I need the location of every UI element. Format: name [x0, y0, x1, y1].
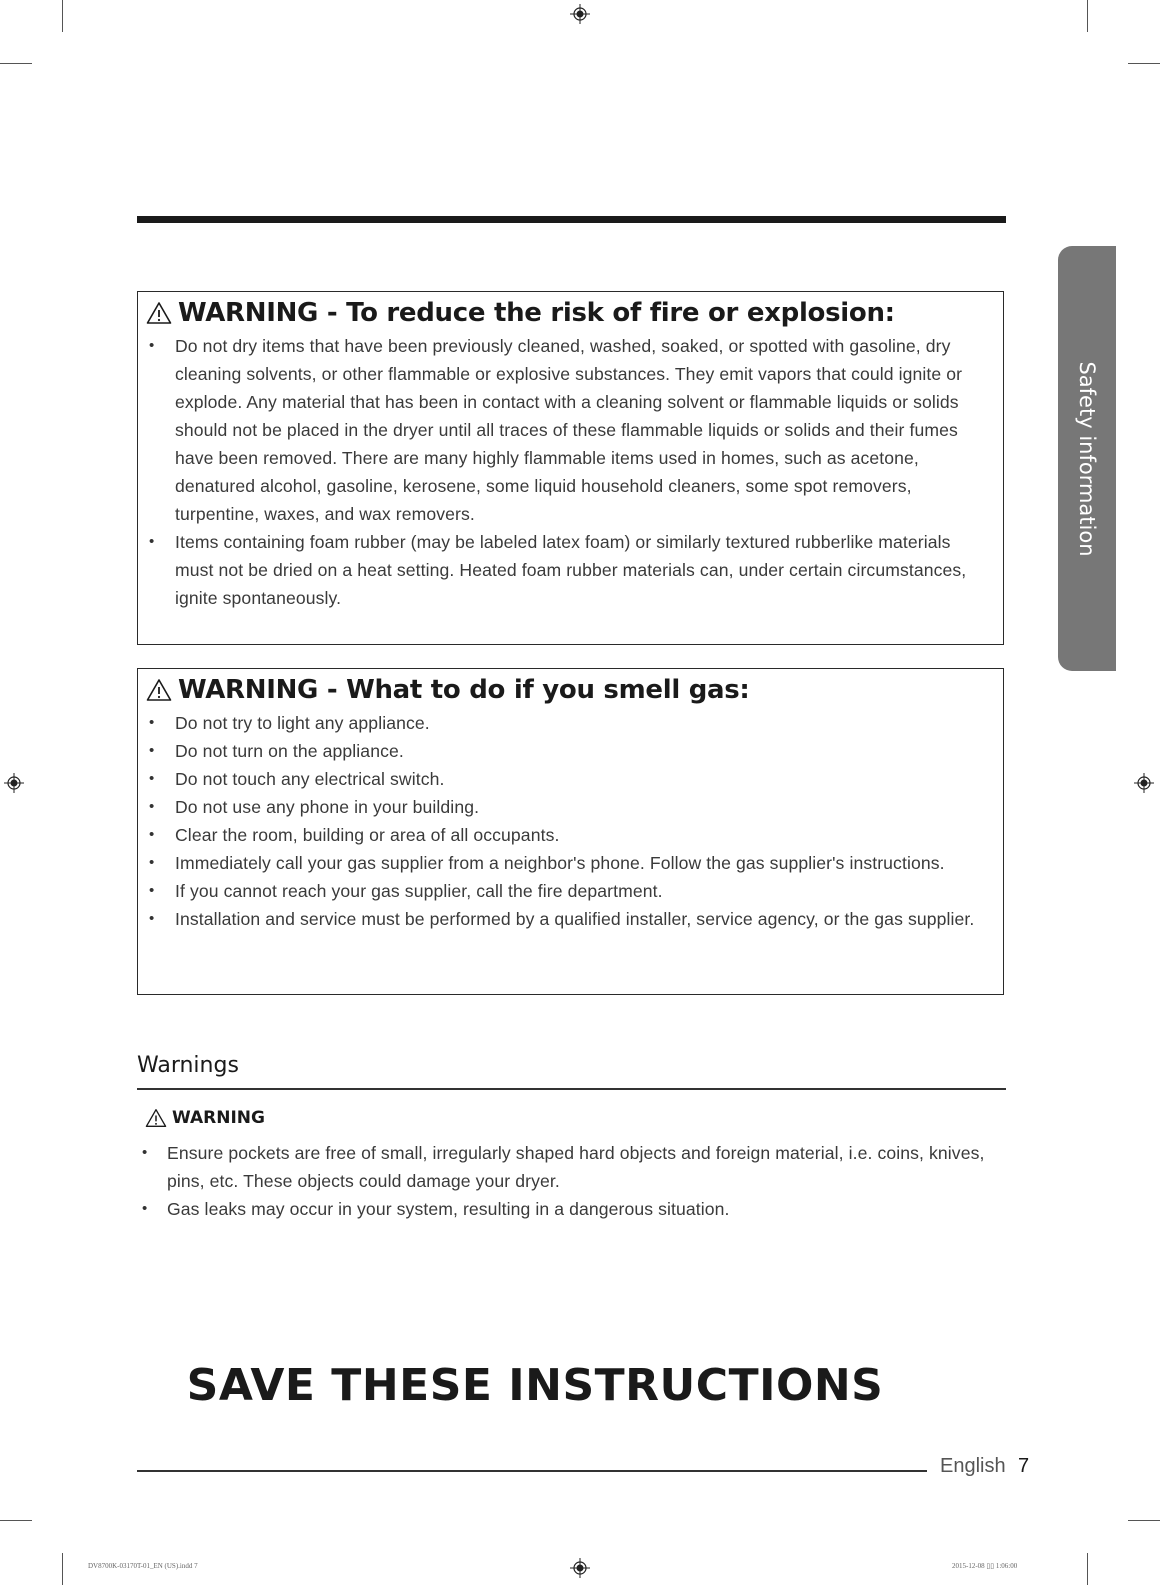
- footer-language: English: [940, 1455, 1006, 1477]
- crop-mark: [0, 63, 32, 64]
- crop-mark: [0, 1520, 32, 1521]
- warning-triangle-icon: [145, 1108, 167, 1128]
- save-instructions-heading: SAVE THESE INSTRUCTIONS: [186, 1360, 884, 1411]
- list-item: • Installation and service must be performed by a qualified installer, service agency, or the gas supplier.: [146, 905, 993, 933]
- list-item: • Ensure pockets are free of small, irregularly shaped hard objects and foreign material, i.e. coins, knives, pins, etc. These objects could damage your dryer.: [137, 1139, 996, 1195]
- warning-fire-title: WARNING - To reduce the risk of fire or explosion:: [178, 298, 895, 328]
- section-side-tab: [1058, 246, 1116, 671]
- crop-mark: [1128, 63, 1160, 64]
- warning-triangle-icon: [146, 678, 172, 702]
- list-item: • Items containing foam rubber (may be labeled latex foam) or similarly textured rubberlike materials must not be dried on a heat setting. Heated foam rubber materials can, under certain circumstances, ignite spontaneously.: [146, 528, 993, 612]
- warning-fire-list: [138, 332, 1003, 612]
- list-item: • Do not touch any electrical switch.: [146, 765, 993, 793]
- section-heading: Warnings: [137, 1053, 239, 1078]
- registration-mark-icon: [570, 4, 590, 24]
- warning-fire-title-row: [146, 298, 1003, 328]
- crop-mark: [62, 1553, 63, 1585]
- warning-gas-title-row: [146, 675, 1003, 705]
- crop-mark: [1087, 0, 1088, 32]
- footer-divider: [137, 1470, 927, 1472]
- list-item: • Do not use any phone in your building.: [146, 793, 993, 821]
- registration-mark-icon: [4, 773, 24, 793]
- page-number: 7: [1018, 1455, 1030, 1477]
- list-item: • If you cannot reach your gas supplier, call the fire department.: [146, 877, 993, 905]
- print-slug-file: DV8700K-03170T-01_EN (US).indd 7: [88, 1562, 198, 1570]
- warning-gas-box: [137, 668, 1004, 995]
- list-item: • Clear the room, building or area of all occupants.: [146, 821, 993, 849]
- side-tab-label: Safety information: [1075, 360, 1099, 557]
- warnings-list: [137, 1139, 1006, 1223]
- warning-fire-box: [137, 291, 1004, 645]
- registration-mark-icon: [1134, 773, 1154, 793]
- top-divider: [137, 216, 1006, 223]
- list-item: • Do not try to light any appliance.: [146, 709, 993, 737]
- warning-triangle-icon: [146, 301, 172, 325]
- section-divider: [137, 1088, 1006, 1090]
- warning-gas-list: [138, 709, 1003, 933]
- warning-gas-title: WARNING - What to do if you smell gas:: [178, 675, 750, 705]
- list-item: • Gas leaks may occur in your system, resulting in a dangerous situation.: [137, 1195, 996, 1223]
- warning-label-text: WARNING: [172, 1108, 265, 1128]
- registration-mark-icon: [570, 1558, 590, 1578]
- warning-label: [145, 1108, 265, 1128]
- crop-mark: [1087, 1553, 1088, 1585]
- print-slug-date: 2015-12-08 ▯▯ 1:06:00: [952, 1562, 1018, 1570]
- list-item: • Do not turn on the appliance.: [146, 737, 993, 765]
- list-item: • Immediately call your gas supplier from a neighbor's phone. Follow the gas supplier's instructions.: [146, 849, 993, 877]
- list-item: • Do not dry items that have been previously cleaned, washed, soaked, or spotted with gasoline, dry cleaning solvents, or other flammable or explosive substances. They emit vapors that could ignite or explode. Any material that has been in contact with a cleaning solvent or flammable liquids or solids should not be placed in the dryer until all traces of these flammable liquids or solids and their fumes have been removed. There are many highly flammable items used in homes, such as acetone, denatured alcohol, gasoline, kerosene, some liquid household cleaners, some spot removers, turpentine, waxes, and wax removers.: [146, 332, 993, 528]
- crop-mark: [62, 0, 63, 32]
- crop-mark: [1128, 1520, 1160, 1521]
